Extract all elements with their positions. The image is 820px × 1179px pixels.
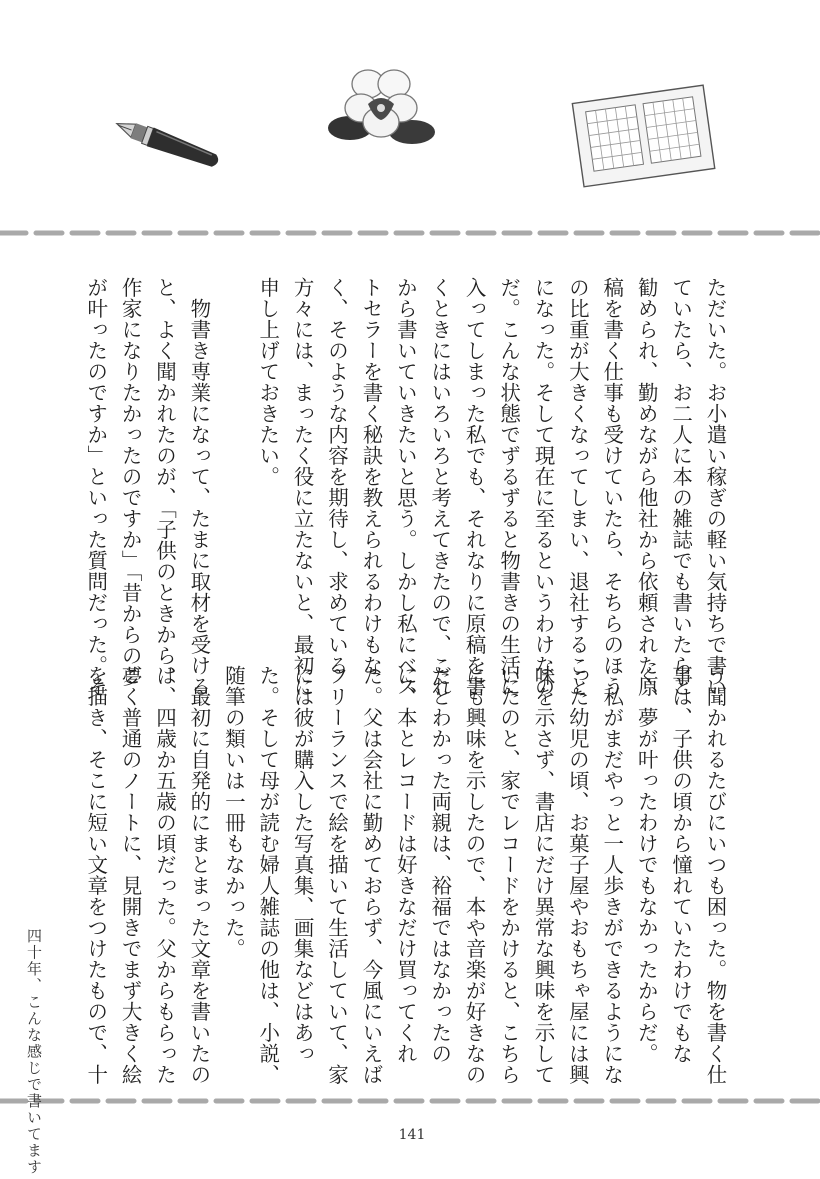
pansy-flower-illustration <box>328 62 438 157</box>
body-text-upper-block: ただいた。お小遣い稼ぎの軽い気持ちで書い ていたら、お二人に本の雑誌でも書いたらと 勧められ、勤めながら他社から依頼された原 稿を書く仕事も受けていたら、そちらのほう の比重が大きくなってしまい、退社すること になった。そして現在に至るというわけなの だ。こんな状態でずるずると物書きの生活に 入ってしまった私でも、それなりに原稿を書 くときにはいろいろと考えてきたので、これ から書いていきたいと思う。しかし私にベス トセラーを書く秘訣を教えられるわけもな く、そのような内容を期待し、求めている 方々には、まったく役に立たないと、最初に 申し上げておきたい。 物書き専業になって、たまに取材を受ける と、よく聞かれたのが、「子供のときから、 作家になりたかったのですか」「昔からの夢 が叶ったのですか」といった質問だった。そ <box>83 277 727 697</box>
fountain-pen-illustration <box>105 120 225 190</box>
bottom-dashed-divider <box>0 1096 820 1106</box>
body-text-lower-block: う聞かれるたびにいつも困った。物を書く仕 事は、子供の頃から憧れていたわけでもな く、夢が叶ったわけでもなかったからだ。 私がまだやっと一人歩きができるようにな った幼児の頃、お菓子屋やおもちゃ屋には興 味を示さず、書店にだけ異常な興味を示して いたのと、家でレコードをかけると、こちら にも興味を示したので、本や音楽が好きなの だとわかった両親は、裕福ではなかったの に、本とレコードは好きなだけ買ってくれ た。父は会社に勤めておらず、今風にいえば フリーランスで絵を描いて生活していて、家 には彼が購入した写真集、画集などはあっ た。そして母が読む婦人雑誌の他は、小説、 随筆の類いは一冊もなかった。 最初に自発的にまとまった文章を書いたの は、四歳か五歳の頃だった。父からもらった ごく普通のノートに、見開きでまず大きく絵 を描き、そこに短い文章をつけたもので、十 <box>83 665 727 1085</box>
page-number: 141 <box>398 1127 426 1143</box>
running-head: 四十年、こんな感じで書いてます <box>25 928 43 1176</box>
manuscript-paper-illustration <box>563 70 723 195</box>
top-dashed-divider <box>0 228 820 238</box>
